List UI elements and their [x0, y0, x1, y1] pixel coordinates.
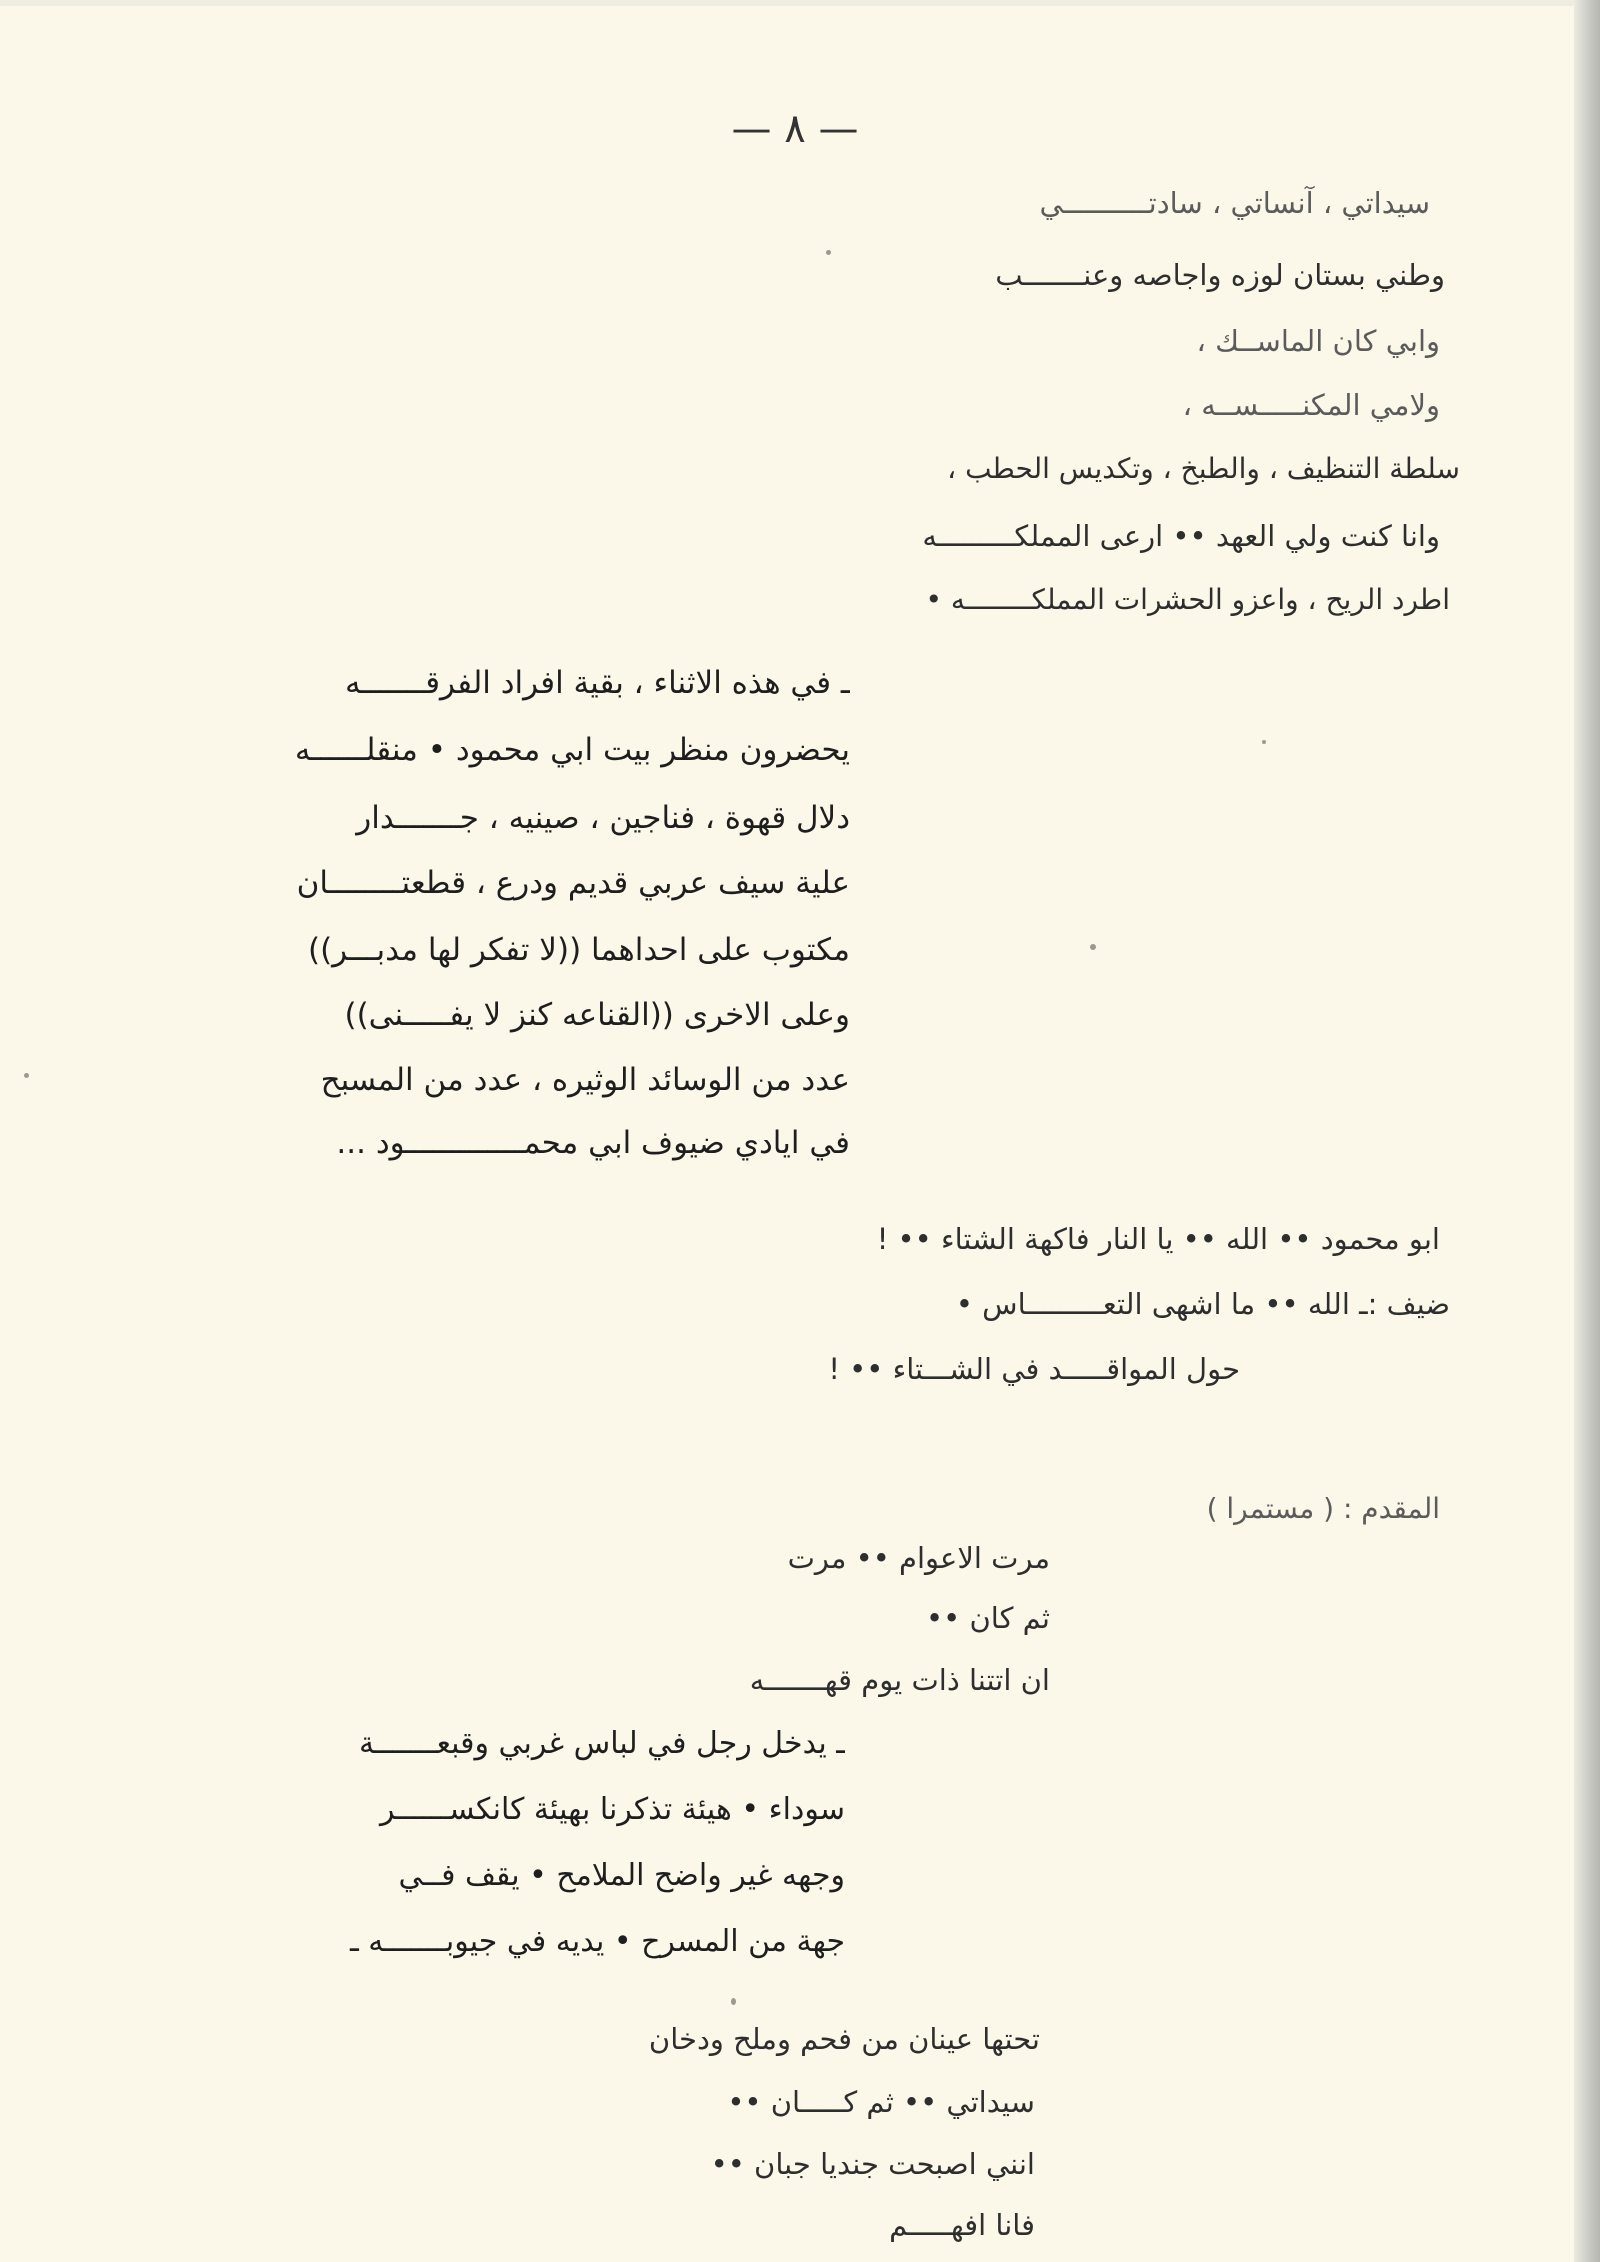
stage-direction-line: علية سيف عربي قديم ودرع ، قطعتــــــــان [296, 865, 850, 901]
stage-direction-line: يحضرون منظر بيت ابي محمود • منقلــــــه [294, 732, 850, 768]
verse-line: سيداتي ، آنساتي ، سادتــــــــــي [1039, 186, 1430, 220]
stage-direction-line: وجهه غير واضح الملامح • يقف فــي [398, 1858, 845, 1893]
stage-direction-line: وعلى الاخرى ((القناعه كنز لا يفـــــنى)) [344, 997, 850, 1033]
scan-speck [826, 250, 831, 255]
verse-line: وانا كنت ولي العهد •• ارعى المملكـــــــــه [922, 519, 1440, 553]
verse-line: سيداتي •• ثم كـــــان •• [727, 2085, 1035, 2119]
stage-direction-line: ـ يدخل رجل في لباس غربي وقبعـــــــة [359, 1726, 845, 1761]
stage-direction-line: ـ في هذه الاثناء ، بقية افراد الفرقـــــــه [345, 665, 850, 701]
page-top-edge [0, 0, 1600, 6]
verse-line: ثم كان •• [926, 1601, 1050, 1635]
verse-line: مرت الاعوام •• مرت [787, 1541, 1050, 1575]
stage-direction-line: دلال قهوة ، فناجين ، صينيه ، جـــــــدار [356, 800, 850, 836]
verse-line: انني اصبحت جنديا جبان •• [710, 2147, 1035, 2181]
scan-speck [1262, 740, 1266, 744]
scan-speck [24, 1073, 29, 1078]
verse-line: ولامي المكنـــــســه ، [1182, 388, 1440, 422]
page-number: — ٨ — [731, 106, 859, 152]
scan-speck [731, 1998, 736, 2005]
scan-speck [1090, 944, 1096, 950]
page-binding-edge [1574, 0, 1600, 2262]
stage-direction-line: عدد من الوسائد الوثيره ، عدد من المسبح [320, 1062, 850, 1098]
stage-direction-line: جهة من المسرح • يديه في جيوبـــــــه ـ [349, 1924, 845, 1959]
verse-line: وابي كان الماســك ، [1196, 324, 1440, 358]
verse-line: فانا افهـــــم [889, 2208, 1035, 2242]
dialogue-line: حول المواقـــــد في الشـــتاء •• ! [828, 1352, 1240, 1386]
verse-line: ان اتتنا ذات يوم قهـــــــه [749, 1663, 1050, 1697]
stage-direction-line: مكتوب على احداهما ((لا تفكر لها مدبـــر)) [307, 932, 850, 968]
verse-line: وطني بستان لوزه واجاصه وعنـــــــب [995, 258, 1445, 292]
narrator-label: المقدم : ( مستمرا ) [1206, 1492, 1440, 1525]
verse-line: تحتها عينان من فحم وملح ودخان [648, 2022, 1040, 2056]
stage-direction-line: في ايادي ضيوف ابي محمـــــــــــــود ... [336, 1125, 850, 1161]
dialogue-line: ضيف :ـ الله •• ما اشهى التعـــــــــاس • [955, 1287, 1450, 1321]
stage-direction-line: سوداء • هيئة تذكرنا بهيئة كانكســــــر [380, 1792, 845, 1827]
verse-line: سلطة التنظيف ، والطبخ ، وتكديس الحطب ، [947, 452, 1460, 485]
verse-line: اطرد الريح ، واعزو الحشرات المملكــــــــه • [925, 583, 1450, 616]
dialogue-line: ابو محمود •• الله •• يا النار فاكهة الشتاء •• ! [876, 1222, 1440, 1256]
